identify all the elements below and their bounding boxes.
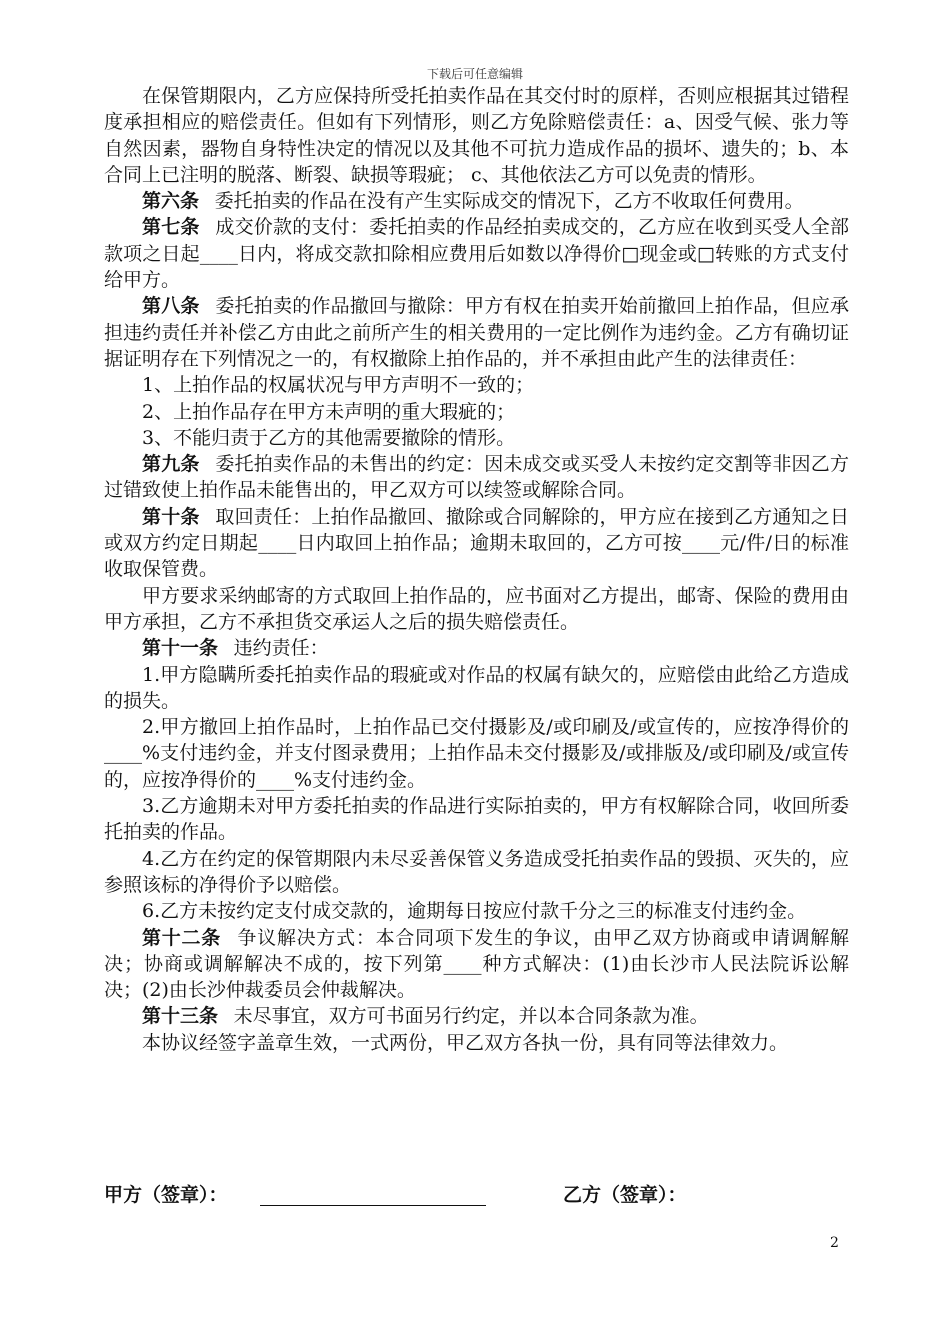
article-11-item: 6.乙方未按约定支付成交款的，逾期每日按应付款千分之三的标准支付违约金。 xyxy=(142,900,807,923)
article-11-item: 1.甲方隐瞒所委托拍卖作品的瑕疵或对作品的权属有缺欠的，应赔偿由此给乙方造成的损失。 xyxy=(104,663,849,712)
paragraph-custody: 在保管期限内，乙方应保持所受托拍卖作品在其交付时的原样，否则应根据其过错程度承担相应的赔偿责任。但如有下列情形，则乙方免除赔偿责任：a、因受气候、张力等自然因素，器物自身特性决定的情况以及其他不可抗力造成作品的损坏、遗失的；b、本合同上已注明的脱落、断裂、缺损等瑕疵； c、其他依法乙方可以免责的情形。 xyxy=(104,85,849,186)
article-10 xyxy=(104,504,849,583)
article-11-title: 第十一条 xyxy=(142,637,219,660)
article-8-item: 2、上拍作品存在甲方未声明的重大瑕疵的； xyxy=(142,400,516,423)
article-12-title: 第十二条 xyxy=(142,926,222,949)
contract-body xyxy=(104,83,849,1056)
article-9-text: 委托拍卖作品的未售出的约定：因未成交或买受人未按约定交割等非因乙方过错致使上拍作品未能售出的，甲乙双方可以续签或解除合同。 xyxy=(104,453,849,502)
article-10-title: 第十条 xyxy=(142,505,200,528)
article-11 xyxy=(104,635,849,661)
article-8-item: 3、不能归责于乙方的其他需要撤除的情形。 xyxy=(142,426,516,449)
article-9 xyxy=(104,451,849,504)
page-header: 下载后可任意编辑 xyxy=(426,67,523,81)
article-8-text: 委托拍卖的作品撤回与撤除：甲方有权在拍卖开始前撤回上拍作品，但应承担违约责任并补偿乙方由此之前所产生的相关费用的一定比例作为违约金。乙方有确切证据证明存在下列情况之一的，有权撤除上拍作品的，并不承担由此产生的法律责任： xyxy=(104,295,849,370)
article-8-title: 第八条 xyxy=(142,295,200,318)
article-13-title: 第十三条 xyxy=(142,1005,219,1028)
article-8-item: 1、上拍作品的权属状况与甲方声明不一致的； xyxy=(142,374,535,397)
article-10-paragraph-2: 甲方要求采纳邮寄的方式取回上拍作品的，应书面对乙方提出，邮寄、保险的费用由甲方承担，乙方不承担货交承运人之后的损失赔偿责任。 xyxy=(104,584,849,633)
party-a-signature-line xyxy=(260,1205,486,1206)
signature-block xyxy=(104,1180,849,1210)
article-13 xyxy=(104,1003,849,1029)
article-11-text: 违约责任： xyxy=(233,637,329,660)
article-11-item: 3.乙方逾期未对甲方委托拍卖的作品进行实际拍卖的，甲方有权解除合同，收回所委托拍卖的作品。 xyxy=(104,795,849,844)
party-a-signature-label: 甲方（签章）： xyxy=(104,1184,228,1206)
article-10-text: 取回责任：上拍作品撤回、撤除或合同解除的，甲方应在接到乙方通知之日或双方约定日期起____日内取回上拍作品；逾期未取回的，乙方可按____元/件/日的标准收取保管费。 xyxy=(104,505,849,581)
article-6-text: 委托拍卖的作品在没有产生实际成交的情况下，乙方不收取任何费用。 xyxy=(214,190,804,213)
article-9-title: 第九条 xyxy=(142,453,200,476)
party-b-signature-label: 乙方（签章）： xyxy=(563,1184,687,1206)
article-7-title: 第七条 xyxy=(142,216,200,239)
article-13-text: 未尽事宜，双方可书面另行约定，并以本合同条款为准。 xyxy=(233,1005,709,1028)
article-7-text: 成交价款的支付：委托拍卖的作品经拍卖成交的，乙方应在收到买受人全部款项之日起____日内，将成交款扣除相应费用后如数以净得价□现金或□转账的方式支付给甲方。 xyxy=(104,216,849,292)
article-12-text: 争议解决方式：本合同项下发生的争议，由甲乙双方协商或申请调解解决；协商或调解解决不成的，按下列第____种方式解决：(1)由长沙市人民法院诉讼解决；(2)由长沙仲裁委员会仲裁解决。 xyxy=(104,926,849,1002)
article-6 xyxy=(104,188,849,214)
article-12 xyxy=(104,925,849,1004)
article-11-item: 2.甲方撤回上拍作品时，上拍作品已交付摄影及/或印刷及/或宣传的，应按净得价的____%支付违约金，并支付图录费用；上拍作品未交付摄影及/或排版及/或印刷及/或宣传的，应按净得价的____%支付违约金。 xyxy=(104,716,849,791)
article-7 xyxy=(104,214,849,293)
page-number: 2 xyxy=(830,1235,839,1251)
article-8 xyxy=(104,293,849,372)
closing-paragraph: 本协议经签字盖章生效，一式两份，甲乙双方各执一份，具有同等法律效力。 xyxy=(142,1031,789,1054)
article-6-title: 第六条 xyxy=(142,190,200,213)
article-11-item: 4.乙方在约定的保管期限内未尽妥善保管义务造成受托拍卖作品的毁损、灭失的，应参照该标的净得价予以赔偿。 xyxy=(104,847,849,896)
